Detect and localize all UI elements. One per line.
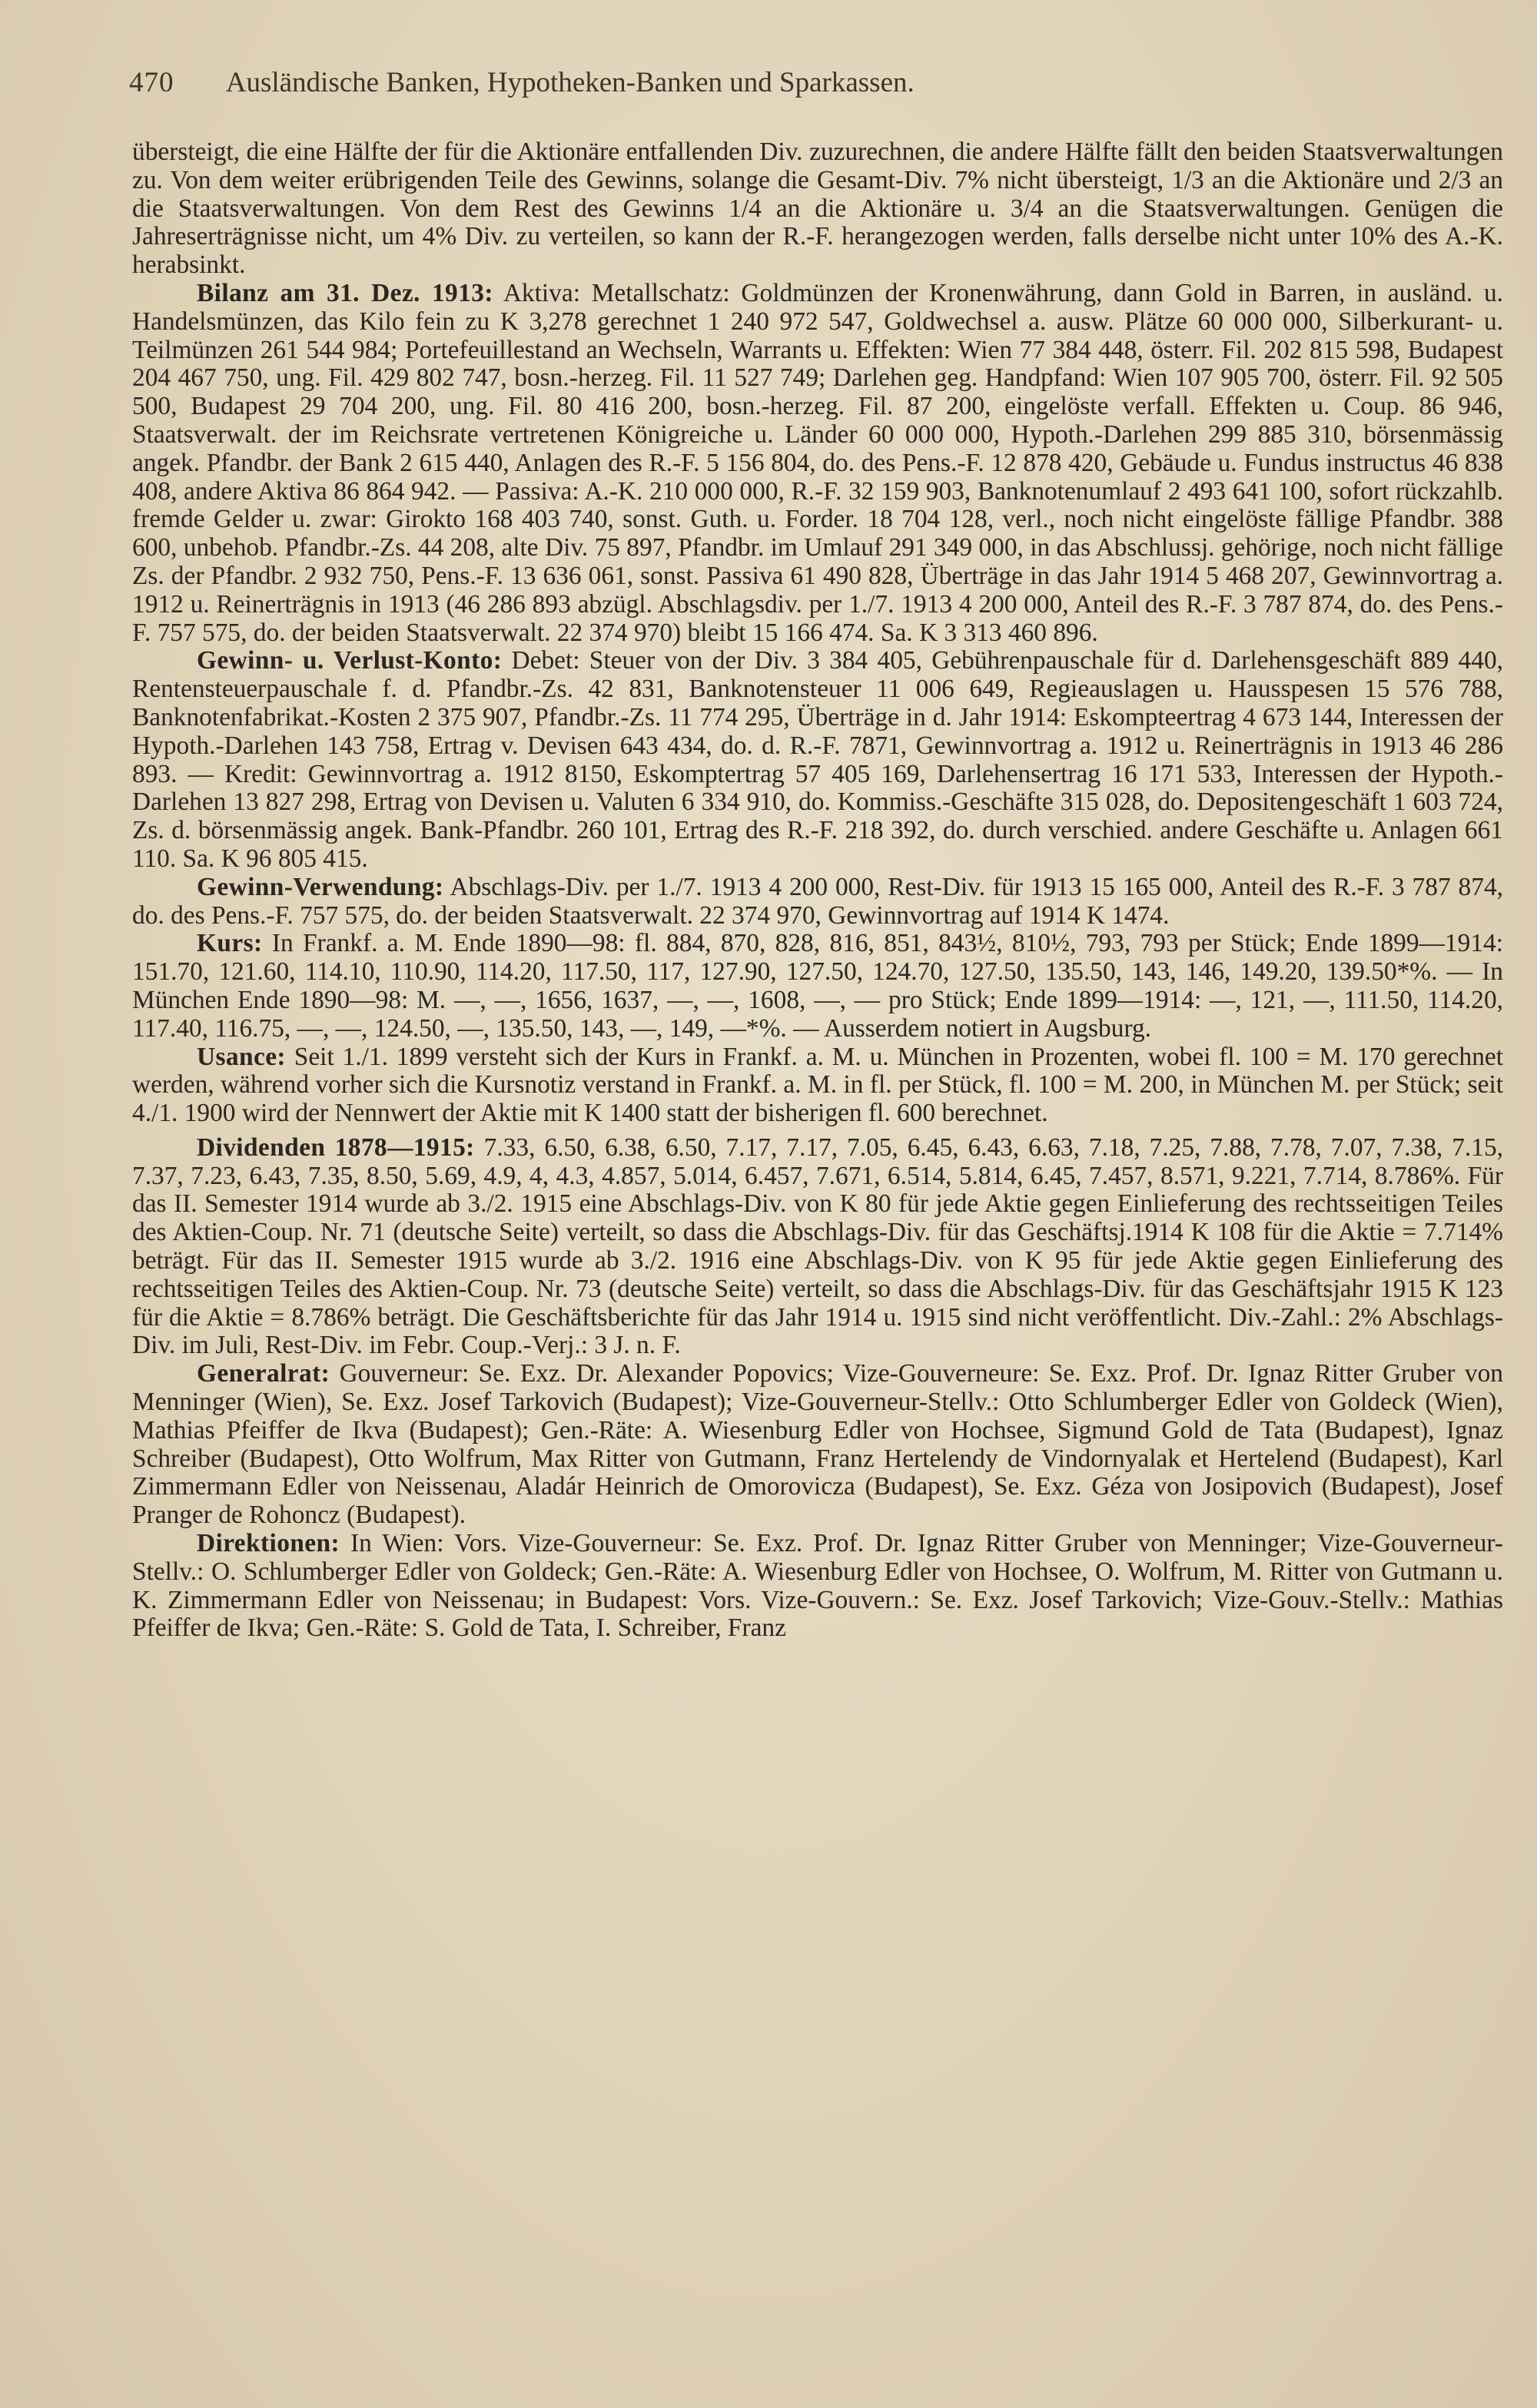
paragraph-usance: Usance: Seit 1./1. 1899 versteht sich der Kurs in Frankf. a. M. u. München in Prozenten, wobei fl. 100 = M. 170 gerechnet werden, während vorher sich die Kursnotiz verstand in Frankf. a. M. in fl. per Stück, fl. 100 = M. 200, in München M. per Stück; seit 4./1. 1900 wird der Nennwert der Aktie mit K 1400 statt der bisherigen fl. 600 berechnet. [132,1042,1503,1128]
paragraph-dividenden: Dividenden 1878—1915: 7.33, 6.50, 6.38, 6.50, 7.17, 7.17, 7.05, 6.45, 6.43, 6.63, 7.18, 7.25, 7.88, 7.78, 7.07, 7.38, 7.15, 7.37, 7.23, 6.43, 7.35, 8.50, 5.69, 4.9, 4, 4.3, 4.857, 5.014, 6.457, 7.671, 6.514, 5.814, 6.45, 7.457, 8.571, 9.221, 7.714, 8.786%. Für das II. Semester 1914 wurde ab 3./2. 1915 eine Abschlags-Div. von K 80 für jede Aktie gegen Einlieferung des rechtsseitigen Teiles des Aktien-Coup. Nr. 71 (deutsche Seite) verteilt, so dass die Abschlags-Div. für das Geschäftsj.1914 K 108 für die Aktie = 7.714% beträgt. Für das II. Semester 1915 wurde ab 3./2. 1916 eine Abschlags-Div. von K 95 für jede Aktie gegen Einlieferung des rechtsseitigen Teiles des Aktien-Coup. Nr. 73 (deutsche Seite) verteilt, so dass die Abschlags-Div. für das Geschäftsjahr 1915 K 123 für die Aktie = 8.786% beträgt. Die Geschäftsberichte für das Jahr 1914 u. 1915 sind nicht veröffentlicht. Div.-Zahl.: 2% Abschlags-Div. im Juli, Rest-Div. im Febr. Coup.-Verj.: 3 J. n. F. [132,1133,1503,1360]
paragraph-label: Gewinn- u. Verlust-Konto: [197,646,503,675]
paragraph-label: Generalrat: [197,1359,330,1388]
paragraph-label: Bilanz am 31. Dez. 1913: [197,278,493,307]
paragraph-label: Gewinn-Verwendung: [197,872,444,901]
running-title: Ausländische Banken, Hypotheken-Banken und Sparkassen. [225,67,915,98]
paragraph-direktionen: Direktionen: In Wien: Vors. Vize-Gouverneur: Se. Exz. Prof. Dr. Ignaz Ritter Gruber von Menninger; Vize-Gouverneur-Stellv.: O. Schlumberger Edler von Goldeck; Gen.-Räte: A. Wiesenburg Edler von Hochsee, O. Wolfrum, M. Ritter von Gutmann u. K. Zimmermann Edler von Neissenau; in Budapest: Vors. Vize-Gouvern.: Se. Exz. Josef Tarkovich; Vize-Gouv.-Stellv.: Mathias Pfeiffer de Ikva; Gen.-Räte: S. Gold de Tata, I. Schreiber, Franz [132,1529,1503,1643]
paragraph-bilanz: Bilanz am 31. Dez. 1913: Aktiva: Metallschatz: Goldmünzen der Kronenwährung, dann Gold in Barren, in ausländ. u. Handelsmünzen, das Kilo fein zu K 3,278 gerechnet 1 240 972 547, Goldwechsel a. ausw. Plätze 60 000 000, Silberkurant- u. Teilmünzen 261 544 984; Portefeuillestand an Wechseln, Warrants u. Effekten: Wien 77 384 448, österr. Fil. 202 815 598, Budapest 204 467 750, ung. Fil. 429 802 747, bosn.-herzeg. Fil. 11 527 749; Darlehen geg. Handpfand: Wien 107 905 700, österr. Fil. 92 505 500, Budapest 29 704 200, ung. Fil. 80 416 200, bosn.-herzeg. Fil. 87 200, eingelöste verfall. Effekten u. Coup. 86 946, Staatsverwalt. der im Reichsrate vertretenen Königreiche u. Länder 60 000 000, Hypoth.-Darlehen 299 885 310, börsenmässig angek. Pfandbr. der Bank 2 615 440, Anlagen des R.-F. 5 156 804, do. des Pens.-F. 12 878 420, Gebäude u. Fundus instructus 46 838 408, andere Aktiva 86 864 942. — Passiva: A.-K. 210 000 000, R.-F. 32 159 903, Banknotenumlauf 2 493 641 100, sofort rückzahlb. fremde Gelder u. zwar: Girokto 168 403 740, sonst. Guth. u. Forder. 18 704 128, verl., noch nicht eingelöste fällige Pfandbr. 388 600, unbehob. Pfandbr.-Zs. 44 208, alte Div. 75 897, Pfandbr. im Umlauf 291 349 000, in das Abschlussj. gehörige, noch nicht fällige Zs. der Pfandbr. 2 932 750, Pens.-F. 13 636 061, sonst. Passiva 61 490 828, Überträge in das Jahr 1914 5 468 207, Gewinnvortrag a. 1912 u. Reinerträgnis in 1913 (46 286 893 abzügl. Abschlagsdiv. per 1./7. 1913 4 200 000, Anteil des R.-F. 3 787 874, do. des Pens.-F. 757 575, do. der beiden Staatsverwalt. 22 374 970) bleibt 15 166 474. Sa. K 3 313 460 896. [132,278,1504,647]
paragraph-gewinn-verwendung: Gewinn-Verwendung: Abschlags-Div. per 1./7. 1913 4 200 000, Rest-Div. für 1913 15 165 000, Anteil des R.-F. 3 787 874, do. des Pens.-F. 757 575, do. der beiden Staatsverwalt. 22 374 970, Gewinnvortrag auf 1914 K 1474. [132,872,1503,930]
paragraph-generalrat: Generalrat: Gouverneur: Se. Exz. Dr. Alexander Popovics; Vize-Gouverneure: Se. Exz. Prof. Dr. Ignaz Ritter Gruber von Menninger (Wien), Se. Exz. Josef Tarkovich (Budapest); Vize-Gouverneur-Stellv.: Otto Schlumberger Edler von Goldeck (Wien), Mathias Pfeiffer de Ikva (Budapest); Gen.-Räte: A. Wiesenburg Edler von Hochsee, Sigmund Gold de Tata (Budapest), Ignaz Schreiber (Budapest), Otto Wolfrum, Max Ritter von Gutmann, Franz Hertelendy de Vindornyalak et Hertelend (Budapest), Karl Zimmermann Edler von Neissenau, Aladár Heinrich de Omorovicza (Budapest), Se. Exz. Géza von Josipovich (Budapest), Josef Pranger de Rohoncz (Budapest). [132,1359,1503,1530]
paragraph-kurs: Kurs: In Frankf. a. M. Ende 1890—98: fl. 884, 870, 828, 816, 851, 843½, 810½, 793, 793 per Stück; Ende 1899—1914: 151.70, 121.60, 114.10, 110.90, 114.20, 117.50, 117, 127.90, 127.50, 124.70, 127.50, 135.50, 143, 146, 149.20, 139.50*%. — In München Ende 1890—98: M. —, —, 1656, 1637, —, —, 1608, —, — pro Stück; Ende 1899—1914: —, 121, —, 111.50, 114.20, 117.40, 116.75, —, —, 124.50, —, 135.50, 143, —, 149, —*%. — Ausserdem notiert in Augsburg. [132,929,1503,1043]
body-text [132,138,1503,1643]
paragraph-gewinn-verlust: Gewinn- u. Verlust-Konto: Debet: Steuer von der Div. 3 384 405, Gebührenpauschale für d. Darlehensgeschäft 889 440, Rentensteuerpauschale f. d. Pfandbr.-Zs. 42 831, Banknotensteuer 11 006 649, Regieauslagen u. Hausspesen 15 576 788, Banknotenfabrikat.-Kosten 2 375 907, Pfandbr.-Zs. 11 774 295, Überträge in d. Jahr 1914: Eskompteertrag 4 673 144, Interessen der Hypoth.-Darlehen 143 758, Ertrag v. Devisen 643 434, do. d. R.-F. 7871, Gewinnvortrag a. 1912 u. Reinerträgnis in 1913 46 286 893. — Kredit: Gewinnvortrag a. 1912 8150, Eskomptertrag 57 405 169, Darlehensertrag 16 171 533, Interessen der Hypoth.-Darlehen 13 827 298, Ertrag von Devisen u. Valuten 6 334 910, do. Kommiss.-Geschäfte 315 028, do. Depositengeschäft 1 603 724, Zs. d. börsenmässig angek. Bank-Pfandbr. 260 101, Ertrag des R.-F. 218 392, do. durch verschied. andere Geschäfte u. Anlagen 661 110. Sa. K 96 805 415. [132,646,1503,873]
paragraph-label: Dividenden 1878—1915: [197,1133,475,1162]
page-number: 470 [129,67,174,98]
running-header [129,66,1505,99]
paragraph-label: Direktionen: [197,1529,340,1558]
paragraph-label: Usance: [197,1042,286,1071]
paragraph-label: Kurs: [197,929,263,958]
paragraph-statutes-continued: übersteigt, die eine Hälfte der für die Aktionäre entfallenden Div. zuzurechnen, die andere Hälfte fällt den beiden Staatsverwaltungen zu. Von dem weiter erübrigenden Teile des Gewinns, solange die Gesamt-Div. 7% nicht übersteigt, 1/3 an die Aktionäre und 2/3 an die Staatsverwaltungen. Von dem Rest des Gewinns 1/4 an die Aktionäre u. 3/4 an die Staatsverwaltungen. Genügen die Jahreserträgnisse nicht, um 4% Div. zu verteilen, so kann der R.-F. herangezogen werden, falls derselbe nicht unter 10% des A.-K. herabsinkt. [132,138,1503,280]
